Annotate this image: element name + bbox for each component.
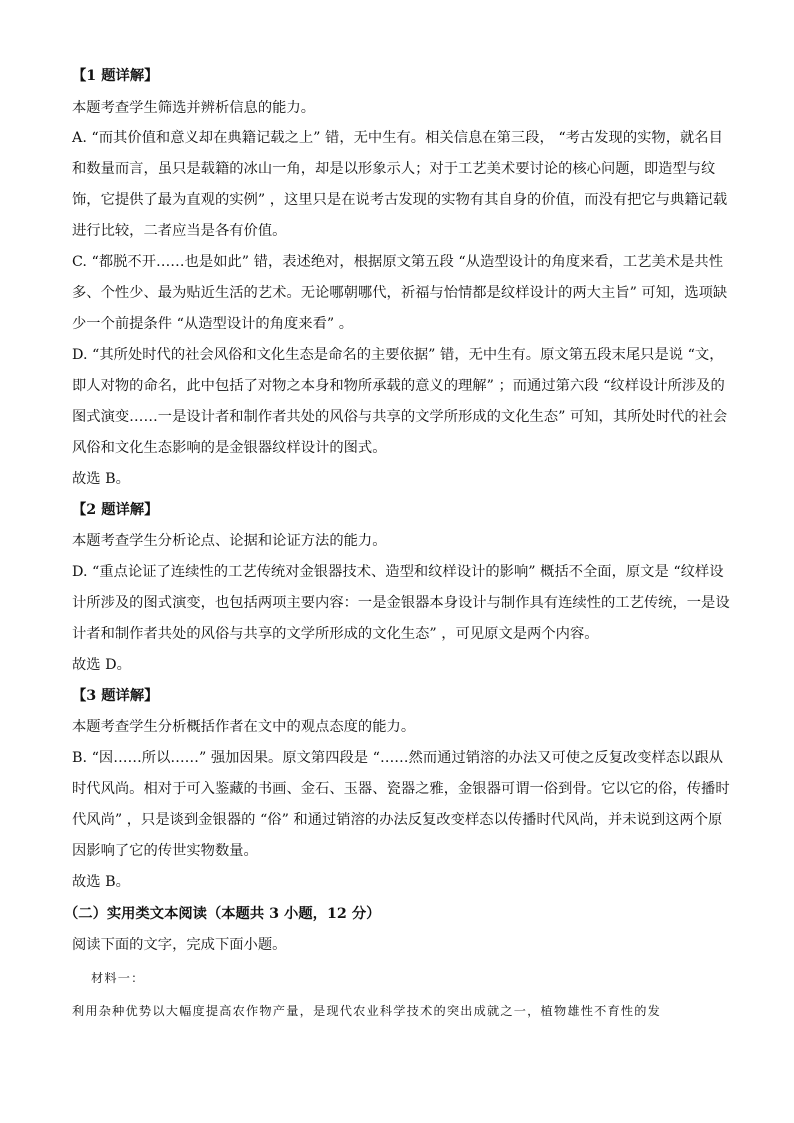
q1-option-d-line1: D. “其所处时代的社会风俗和文化生态是命名的主要依据” 错，无中生有。原文第五段末尾只是说 “文， <box>72 347 724 363</box>
q2-option-d-line2: 计所涉及的图式演变，也包括两项主要内容：一是金银器本身设计与制作具有连续性的工艺传统，一是设 <box>72 595 730 611</box>
q3-heading: 【3 题详解】 <box>72 688 159 704</box>
q1-option-d-line3: 图式演变……一是设计者和制作者共处的风俗与共享的文学所形成的文化生态” 可知，其所处时代的社会 <box>72 409 728 425</box>
q1-answer: 故选 B。 <box>72 471 130 487</box>
q1-option-d-line4: 风俗和文化生态影响的是金银器纹样设计的图式。 <box>72 440 387 456</box>
q2-option-d-line1: D. “重点论证了连续性的工艺传统对金银器技术、造型和纹样设计的影响” 概括不全面，原文是 “纹样设 <box>72 564 724 580</box>
q2-answer: 故选 D。 <box>72 657 131 673</box>
material-label: 材料一： <box>91 971 145 985</box>
q2-option-d-line3: 计者和制作者共处的风俗与共享的文学所形成的文化生态” ，可见原文是两个内容。 <box>72 626 599 642</box>
q1-option-d-line2: 即人对物的命名，此中包括了对物之本身和物所承载的意义的理解” ；而通过第六段 “纹样设计所涉及的 <box>72 378 725 394</box>
q3-option-b-line1: B. “因……所以……” 强加因果。原文第四段是 “……然而通过销溶的办法又可使之反复改变样态以跟从 <box>72 750 724 766</box>
q3-answer: 故选 B。 <box>72 874 130 890</box>
q3-option-b-line4: 因影响了它的传世实物数量。 <box>72 843 258 859</box>
section-heading: （二）实用类文本阅读（本题共 3 小题，12 分） <box>64 906 381 922</box>
q1-option-a-line2: 和数量而言，虽只是载籍的冰山一角，却是以形象示人；对于工艺美术要讨论的核心问题，即造型与纹 <box>72 161 716 177</box>
q1-option-c-line3: 少一个前提条件 “从造型设计的角度来看” 。 <box>72 316 354 332</box>
q3-option-b-line2: 时代风尚。相对于可入鉴藏的书画、金石、玉器、瓷器之雅，金银器可谓一俗到骨。它以它的俗，传播时 <box>72 781 730 797</box>
q1-option-a-line4: 进行比较，二者应当是各有价值。 <box>72 223 287 239</box>
material-text-line1: 利用杂种优势以大幅度提高农作物产量，是现代农业科学技术的突出成就之一，植物雄性不育性的发 <box>72 1004 662 1018</box>
q3-intro: 本题考查学生分析概括作者在文中的观点态度的能力。 <box>72 719 416 735</box>
q1-option-a-line3: 饰，它提供了最为直观的实例” ，这里只是在说考古发现的实物有其自身的价值，而没有把它与典籍记载 <box>72 192 728 208</box>
q1-heading: 【1 题详解】 <box>72 68 159 84</box>
q1-option-a-line1: A. “而其价值和意义却在典籍记载之上” 错，无中生有。相关信息在第三段， “考古发现的实物，就名目 <box>72 130 723 146</box>
q1-option-c-line2: 多、个性少、最为贴近生活的艺术。无论哪朝哪代，祈福与怡情都是纹样设计的两大主旨” 可知，选项缺 <box>72 285 728 301</box>
q2-intro: 本题考查学生分析论点、论据和论证方法的能力。 <box>72 533 387 549</box>
q3-option-b-line3: 代风尚” ，只是谈到金银器的 “俗” 和通过销溶的办法反复改变样态以传播时代风尚，并未说到这两个原 <box>72 812 723 828</box>
q2-heading: 【2 题详解】 <box>72 502 159 518</box>
section-instruction: 阅读下面的文字，完成下面小题。 <box>72 937 287 953</box>
q1-option-c-line1: C. “都脱不开……也是如此” 错，表述绝对，根据原文第五段 “从造型设计的角度来看，工艺美术是共性 <box>72 254 723 270</box>
q1-intro: 本题考查学生筛选并辨析信息的能力。 <box>72 100 316 116</box>
